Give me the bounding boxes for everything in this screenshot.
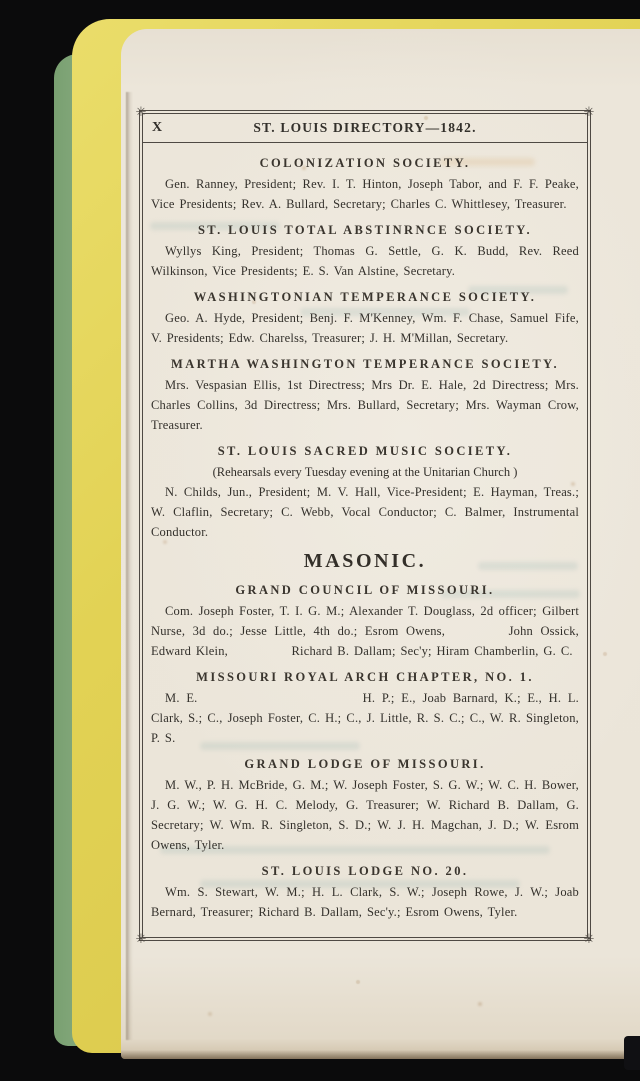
section-heading: GRAND LODGE OF MISSOURI. [244, 757, 486, 771]
section-note: (Rehearsals every Tuesday evening at the Unitarian Church ) [212, 465, 518, 479]
section-martha-washington-temperance-society [151, 354, 579, 435]
running-title: ST. LOUIS DIRECTORY—1842. [253, 120, 477, 135]
section-grand-council-of-missouri [151, 580, 579, 661]
section-colonization-society [151, 153, 579, 214]
section-heading: ST. LOUIS TOTAL ABSTINRNCE SOCIETY. [197, 223, 533, 237]
corner-ornament-icon: ✳ [135, 104, 147, 119]
scan-corner-shadow [624, 1036, 640, 1070]
section-heading: ST. LOUIS LODGE NO. 20. [261, 864, 469, 878]
section-heading: GRAND COUNCIL OF MISSOURI. [235, 583, 495, 597]
section-body: M. W., P. H. McBride, G. M.; W. Joseph Foster, S. G. W.; W. C. H. Bower, J. G. W.; W. G. H. C. Melody, G. Treasurer; W. Richard B. Dallam, G. Secretary; W. Wm. R. Singleton, S. D.; W. J. H. Magchan, J. D.; W. Esrom Owens, Tyler. [151, 778, 579, 852]
section-body: N. Childs, Jun., President; M. V. Hall, Vice-President; E. Hayman, Treas.; W. Claflin, Secretary; C. Webb, Vocal Conductor; C. Balmer, Instrumental Conductor. [151, 485, 579, 539]
section-total-abstinence-society [151, 220, 579, 281]
section-heading: MISSOURI ROYAL ARCH CHAPTER, NO. 1. [196, 670, 534, 684]
corner-ornament-icon: ✳ [583, 104, 595, 119]
page-border-frame [135, 104, 595, 946]
section-heading: COLONIZATION SOCIETY. [259, 156, 471, 170]
page-gutter-shadow [126, 92, 133, 1040]
section-body: Wyllys King, President; Thomas G. Settle, G. K. Budd, Rev. Reed Wilkinson, Vice Presidents; E. S. Van Alstine, Secretary. [151, 244, 579, 278]
section-grand-lodge-of-missouri [151, 754, 579, 855]
running-header [143, 114, 587, 143]
section-washingtonian-temperance-society [151, 287, 579, 348]
section-heading: WASHINGTONIAN TEMPERANCE SOCIETY. [193, 290, 537, 304]
section-heading: MARTHA WASHINGTON TEMPERANCE SOCIETY. [171, 357, 559, 371]
section-body: Com. Joseph Foster, T. I. G. M.; Alexander T. Douglass, 2d officer; Gilbert Nurse, 3d do.; Jesse Little, 4th do.; Esrom Owens, John Ossick, Edward Klein, Richard B. Dallam; Sec'y; Hiram Chamberlin, G. C. [151, 604, 579, 658]
section-sacred-music-society [151, 441, 579, 542]
masonic-title: MASONIC. [303, 550, 427, 572]
section-st-louis-lodge-no-20 [151, 861, 579, 922]
section-body: M. E. H. P.; E., Joab Barnard, K.; E., H. L. Clark, S.; C., Joseph Foster, C. H.; C., J. Little, R. S. C.; C., W. R. Singleton, P. S. [151, 691, 579, 745]
section-body: Mrs. Vespasian Ellis, 1st Directress; Mrs Dr. E. Hale, 2d Directress; Mrs. Charles Collins, 3d Directress; Mrs. Bullard, Secretary; Mrs. Wayman Crow, Treasurer. [151, 378, 579, 432]
page-content [151, 144, 579, 933]
corner-ornament-icon: ✳ [583, 931, 595, 946]
section-body: Gen. Ranney, President; Rev. I. T. Hinton, Joseph Tabor, and F. F. Peake, Vice Presidents; Rev. A. Bullard, Secretary; Charles C. Whittlesey, Treasurer. [151, 177, 579, 211]
section-body: Wm. S. Stewart, W. M.; H. L. Clark, S. W.; Joseph Rowe, J. W.; Joab Bernard, Treasurer; Richard B. Dallam, Sec'y.; Esrom Owens, Tyler. [151, 885, 579, 919]
page-number: X [152, 120, 163, 135]
section-missouri-royal-arch-chapter [151, 667, 579, 748]
foxing-spots [0, 0, 4, 4]
section-body: Geo. A. Hyde, President; Benj. F. M'Kenney, Wm. F. Chase, Samuel Fife, V. Presidents; Edw. Charelss, Treasurer; J. H. M'Millan, Secretary. [151, 311, 579, 345]
corner-ornament-icon: ✳ [135, 931, 147, 946]
section-heading: ST. LOUIS SACRED MUSIC SOCIETY. [217, 444, 513, 458]
